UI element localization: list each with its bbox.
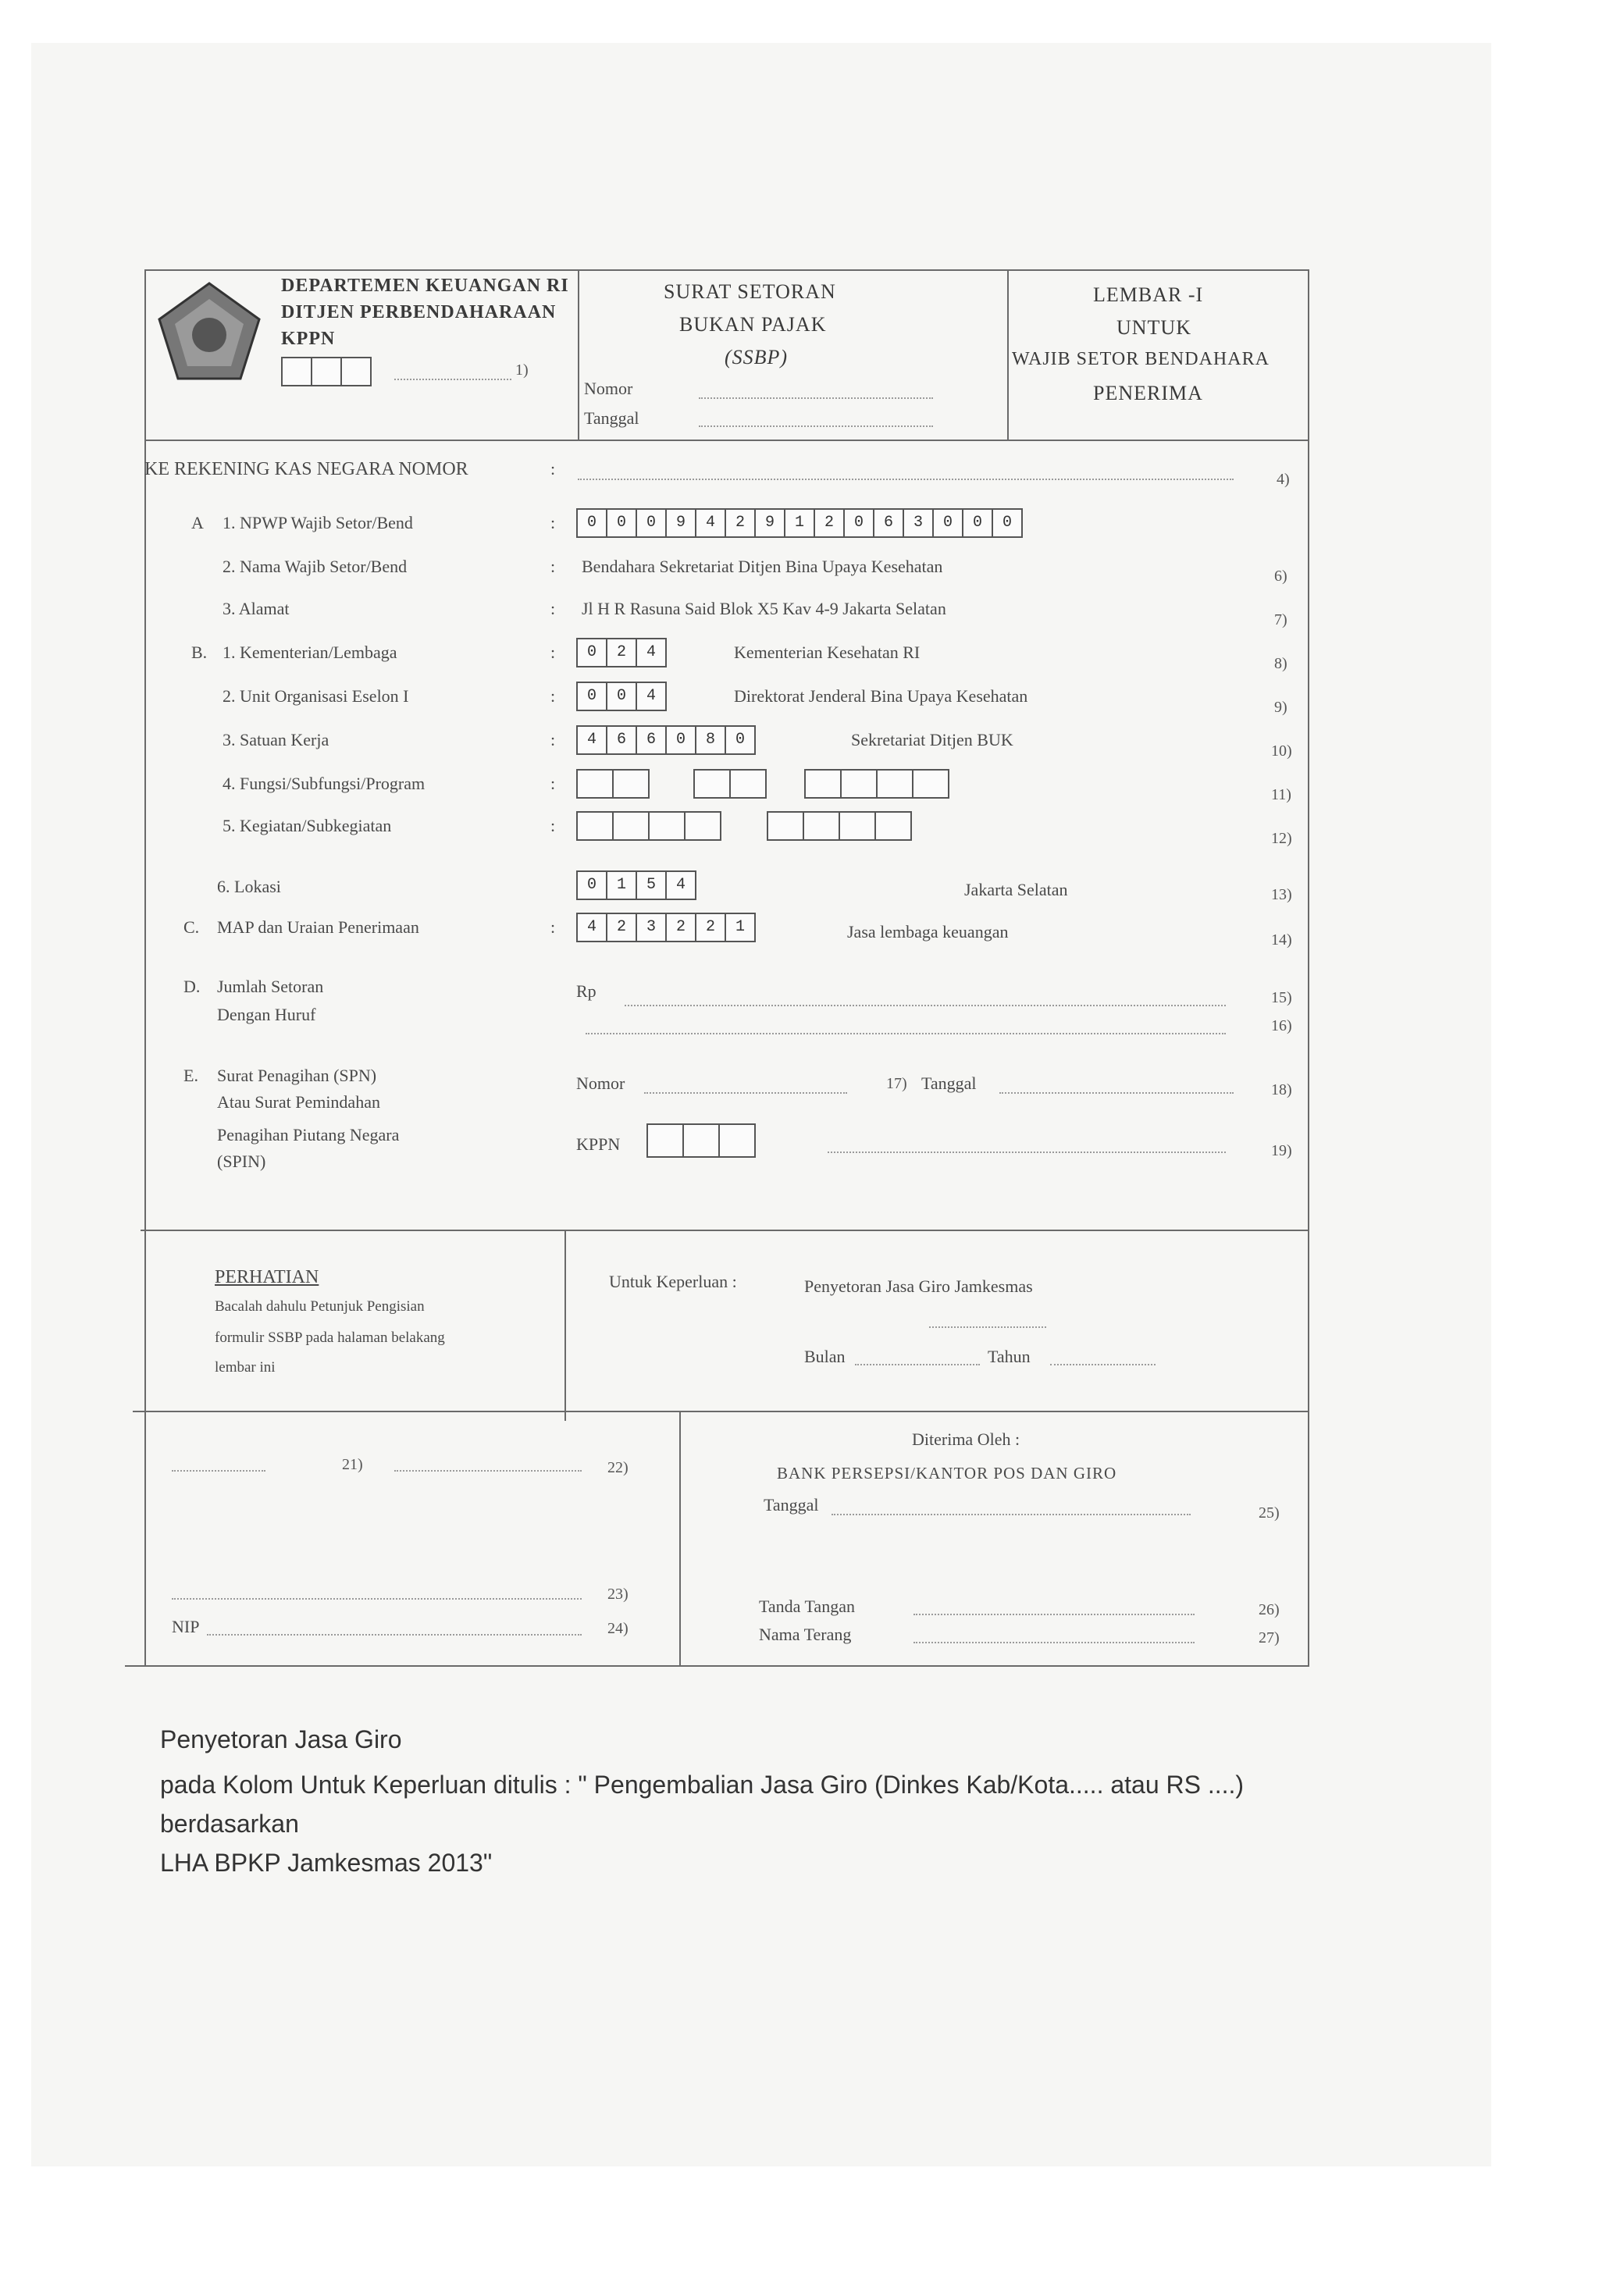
map-value: Jasa lembaga keuangan (847, 922, 1009, 942)
dept-line-1: DEPARTEMEN KEUANGAN RI (281, 276, 569, 296)
tanggal-label: Tanggal (584, 408, 639, 428)
digit-box[interactable]: 8 (696, 727, 726, 753)
header-divider (144, 440, 1309, 441)
digit-box[interactable]: 9 (756, 510, 785, 536)
digit-box[interactable]: 0 (607, 510, 637, 536)
digit-box[interactable]: 0 (578, 872, 607, 899)
ref-4: 4) (1277, 471, 1290, 488)
form-bottom-border (125, 1665, 1309, 1667)
nomor-field[interactable] (699, 397, 933, 399)
digit-box[interactable]: 1 (785, 510, 815, 536)
signature-top-border (133, 1411, 1308, 1412)
field-23[interactable] (172, 1598, 582, 1600)
header-col-divider-2 (1007, 269, 1009, 440)
unit-value: Direktorat Jenderal Bina Upaya Kesehatan (734, 686, 1028, 706)
fungsi-boxes-3[interactable] (804, 769, 949, 799)
unit-label: 2. Unit Organisasi Eselon I (223, 686, 409, 706)
title-line-2: BUKAN PAJAK (679, 313, 827, 336)
kppn-dots (394, 379, 511, 380)
spn-label-2: Atau Surat Pemindahan (217, 1092, 380, 1112)
digit-box[interactable]: 0 (963, 510, 993, 536)
kementerian-value: Kementerian Kesehatan RI (734, 643, 921, 662)
jumlah-label: Jumlah Setoran (217, 977, 324, 996)
spn-nomor-label: Nomor (576, 1073, 625, 1093)
ref-7: 7) (1274, 611, 1287, 628)
keperluan-label: Untuk Keperluan : (609, 1272, 737, 1291)
nama-terang-label: Nama Terang (759, 1625, 852, 1644)
lembar-line-4: PENERIMA (1093, 382, 1203, 404)
digit-box[interactable]: 2 (607, 914, 637, 941)
kegiatan-boxes-2[interactable] (767, 811, 912, 841)
ref-12: 12) (1271, 830, 1292, 847)
npwp-label: 1. NPWP Wajib Setor/Bend (223, 513, 413, 532)
colon-b2: : (550, 686, 556, 706)
tanggal-field[interactable] (699, 425, 933, 427)
title-line-3: (SSBP) (725, 346, 789, 368)
satker-value: Sekretariat Ditjen BUK (851, 730, 1013, 749)
note-line-3: berdasarkan (160, 1810, 299, 1838)
ref-13: 13) (1271, 886, 1292, 903)
ref-8: 8) (1274, 655, 1287, 672)
fungsi-boxes-1[interactable] (576, 769, 650, 799)
tahun-label: Tahun (988, 1347, 1031, 1366)
digit-box[interactable]: 6 (637, 727, 667, 753)
colon-b5: : (550, 816, 556, 835)
ref-22: 22) (607, 1459, 629, 1476)
lokasi-value: Jakarta Selatan (964, 880, 1068, 899)
digit-box[interactable]: 2 (726, 510, 756, 536)
digit-box[interactable]: 2 (667, 914, 696, 941)
digit-box[interactable]: 4 (675, 876, 686, 894)
ref-15: 15) (1271, 989, 1292, 1006)
digit-box[interactable]: 0 (578, 683, 607, 710)
colon-b3: : (550, 730, 556, 749)
colon-b4: : (550, 774, 556, 793)
perhatian-line-3: lembar ini (215, 1359, 276, 1376)
kegiatan-label: 5. Kegiatan/Subkegiatan (223, 816, 392, 835)
note-line-1: Penyetoran Jasa Giro (160, 1725, 402, 1753)
digit-box[interactable]: 0 (667, 727, 696, 753)
fungsi-label: 4. Fungsi/Subfungsi/Program (223, 774, 426, 793)
perhatian-line-1: Bacalah dahulu Petunjuk Pengisian (215, 1298, 425, 1315)
nama-value: Bendahara Sekretariat Ditjen Bina Upaya Kesehatan (582, 557, 943, 576)
ref-26: 26) (1259, 1601, 1280, 1618)
perhatian-line-2: formulir SSBP pada halaman belakang (215, 1330, 445, 1346)
rekening-colon: : (550, 459, 556, 479)
kppn-code-boxes[interactable] (281, 357, 372, 386)
bulan-label: Bulan (804, 1347, 846, 1366)
digit-box[interactable]: 4 (578, 727, 607, 753)
huruf-field[interactable] (586, 1033, 1226, 1034)
ref-18: 18) (1271, 1081, 1292, 1098)
kementerian-boxes[interactable] (576, 638, 667, 667)
spn-tanggal-label: Tanggal (921, 1073, 977, 1093)
digit-box[interactable]: 0 (934, 510, 963, 536)
lokasi-label: 6. Lokasi (217, 877, 281, 896)
ref-27: 27) (1259, 1629, 1280, 1646)
title-line-1: SURAT SETORAN (664, 280, 836, 303)
digit-box[interactable]: 6 (607, 727, 637, 753)
field-22[interactable] (394, 1470, 582, 1472)
header-col-divider-1 (578, 269, 579, 440)
bottom-tanggal-label: Tanggal (764, 1495, 819, 1515)
field-21[interactable] (172, 1470, 265, 1472)
colon-a3: : (550, 599, 556, 618)
perhatian-top-border (141, 1230, 1308, 1231)
bank-label: BANK PERSEPSI/KANTOR POS DAN GIRO (777, 1464, 1117, 1483)
alamat-label: 3. Alamat (223, 599, 290, 618)
section-d-letter: D. (183, 977, 201, 996)
nip-label: NIP (172, 1617, 200, 1636)
digit-box[interactable]: 4 (646, 687, 656, 705)
ref-19: 19) (1271, 1142, 1292, 1159)
ref-14: 14) (1271, 931, 1292, 949)
ref-10: 10) (1271, 742, 1292, 760)
digit-box[interactable]: 4 (578, 914, 607, 941)
lokasi-boxes[interactable] (576, 870, 696, 900)
digit-box[interactable]: 4 (646, 643, 656, 661)
digit-box[interactable]: 4 (696, 510, 726, 536)
perhatian-title: PERHATIAN (215, 1267, 319, 1287)
section-c-letter: C. (183, 917, 200, 937)
ref-25: 25) (1259, 1504, 1280, 1522)
bulan-field[interactable] (855, 1364, 980, 1365)
lembar-line-1: LEMBAR -I (1093, 283, 1204, 306)
colon-c: : (550, 917, 556, 937)
rekening-field[interactable] (578, 479, 1234, 480)
jumlah-field[interactable] (625, 1005, 1226, 1006)
ref-16: 16) (1271, 1017, 1292, 1034)
rp-label: Rp (576, 981, 597, 1001)
nama-label: 2. Nama Wajib Setor/Bend (223, 557, 408, 576)
lembar-line-2: UNTUK (1116, 316, 1191, 339)
colon-a2: : (550, 557, 556, 576)
dept-line-2: DITJEN PERBENDAHARAAN (281, 302, 557, 322)
tahun-field[interactable] (1050, 1364, 1156, 1365)
tanda-tangan-field[interactable] (913, 1614, 1195, 1615)
digit-box[interactable]: 0 (607, 683, 637, 710)
digit-box[interactable]: 0 (578, 510, 607, 536)
ref-21: 21) (342, 1456, 363, 1473)
spn-label-1: Surat Penagihan (SPN) (217, 1066, 377, 1085)
kementerian-label: 1. Kementerian/Lembaga (223, 643, 397, 662)
kegiatan-boxes-1[interactable] (576, 811, 721, 841)
spn-tanggal-field[interactable] (999, 1092, 1234, 1094)
npwp-boxes[interactable] (576, 508, 1023, 538)
rekening-label: KE REKENING KAS NEGARA NOMOR (144, 459, 468, 479)
digit-box[interactable]: 0 (578, 639, 607, 666)
fungsi-boxes-2[interactable] (693, 769, 767, 799)
ssbp-form (125, 269, 1319, 1667)
map-boxes[interactable] (576, 913, 756, 942)
digit-box[interactable]: 9 (667, 510, 696, 536)
perhatian-divider (564, 1230, 566, 1421)
spn-kppn-label: KPPN (576, 1134, 621, 1154)
note-line-2: pada Kolom Untuk Keperluan ditulis : " Pengembalian Jasa Giro (Dinkes Kab/Kota..... atau RS ....) (160, 1771, 1245, 1799)
ref-23: 23) (607, 1586, 629, 1603)
nama-terang-field[interactable] (913, 1642, 1195, 1643)
section-e-letter: E. (183, 1066, 198, 1085)
note-line-4: LHA BPKP Jamkesmas 2013" (160, 1849, 493, 1877)
colon-a1: : (550, 513, 556, 532)
map-label: MAP dan Uraian Penerimaan (217, 917, 419, 937)
nip-field[interactable] (207, 1634, 582, 1636)
ref-6: 6) (1274, 568, 1287, 585)
digit-box[interactable]: 0 (1002, 514, 1012, 532)
digit-box[interactable]: 2 (815, 510, 845, 536)
digit-box[interactable]: 3 (904, 510, 934, 536)
ref-1: 1) (515, 361, 529, 379)
section-a-letter: A (191, 513, 204, 532)
unit-boxes[interactable] (576, 682, 667, 711)
digit-box[interactable]: 1 (607, 872, 637, 899)
satker-boxes[interactable] (576, 725, 756, 755)
tanda-tangan-label: Tanda Tangan (759, 1597, 855, 1616)
digit-box[interactable]: 2 (607, 639, 637, 666)
satker-label: 3. Satuan Kerja (223, 730, 329, 749)
form-top-border (144, 269, 1308, 271)
ref-24: 24) (607, 1620, 629, 1637)
ref-11: 11) (1271, 786, 1291, 803)
spn-label-3: Penagihan Piutang Negara (217, 1125, 400, 1144)
digit-box[interactable]: 3 (637, 914, 667, 941)
spn-label-4: (SPIN) (217, 1152, 266, 1171)
alamat-value: Jl H R Rasuna Said Blok X5 Kav 4-9 Jakarta Selatan (582, 599, 946, 618)
digit-box[interactable]: 2 (696, 914, 726, 941)
ref-9: 9) (1274, 699, 1287, 716)
form-right-border (1308, 269, 1309, 1667)
digit-box[interactable]: 6 (874, 510, 904, 536)
digit-box[interactable]: 0 (735, 731, 745, 749)
bottom-tanggal-field[interactable] (832, 1514, 1191, 1515)
keperluan-extra-dots (929, 1326, 1046, 1328)
colon-b1: : (550, 643, 556, 662)
lembar-line-3: WAJIB SETOR BENDAHARA (1012, 349, 1270, 369)
keperluan-value: Penyetoran Jasa Giro Jamkesmas (804, 1276, 1033, 1296)
digit-box[interactable]: 5 (637, 872, 667, 899)
ref-17: 17) (886, 1075, 907, 1092)
diterima-label: Diterima Oleh : (912, 1429, 1020, 1449)
section-b-letter: B. (191, 643, 208, 662)
signature-divider (679, 1411, 681, 1667)
dept-line-3: KPPN (281, 329, 336, 349)
huruf-label: Dengan Huruf (217, 1005, 316, 1024)
spn-kppn-field[interactable] (828, 1152, 1226, 1153)
nomor-label: Nomor (584, 379, 633, 398)
spn-nomor-field[interactable] (644, 1092, 847, 1094)
digit-box[interactable]: 0 (637, 510, 667, 536)
ministry-logo-icon (155, 279, 264, 388)
digit-box[interactable]: 1 (735, 918, 745, 936)
digit-box[interactable]: 0 (845, 510, 874, 536)
spn-kppn-boxes[interactable] (646, 1123, 756, 1158)
